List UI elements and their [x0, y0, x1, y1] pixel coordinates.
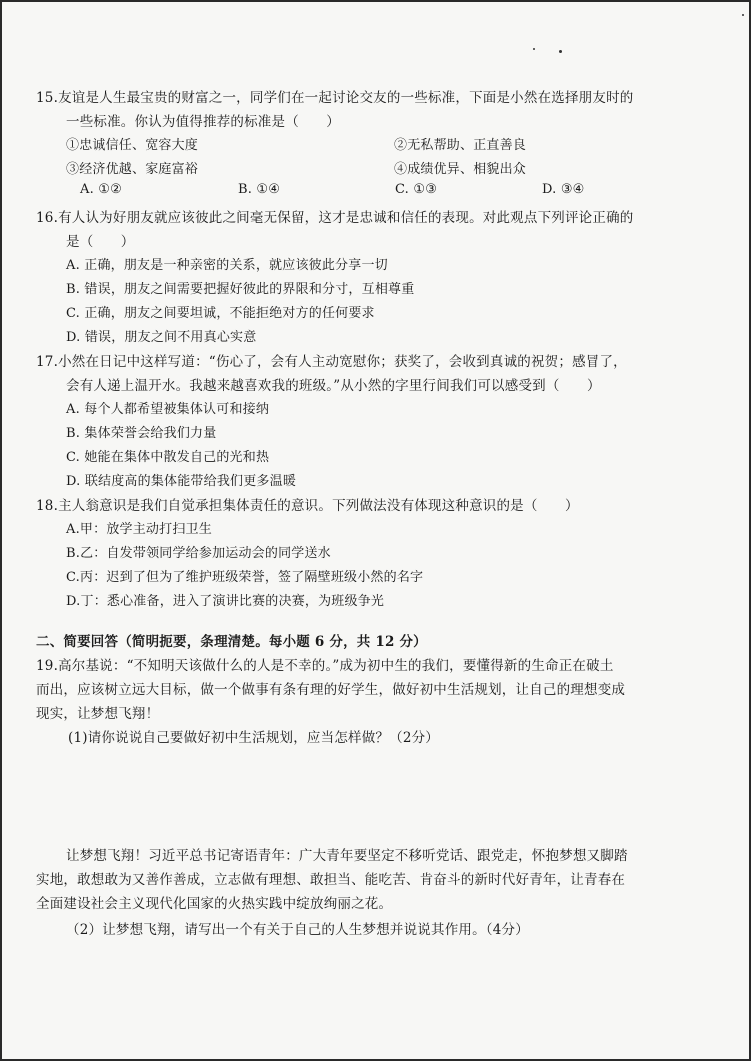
q18-option-c: C.丙：迟到了但为了维护班级荣誉，签了隔壁班级小然的名字 [66, 570, 424, 585]
q17-stem-line2: 会有人递上温开水。我越来越喜欢我的班级。”从小然的字里行间我们可以感受到（ ） [66, 378, 601, 394]
q18-option-a: A.甲：放学主动打扫卫生 [66, 522, 212, 537]
q16-option-b: B. 错误，朋友之间需要把握好彼此的界限和分寸，互相尊重 [66, 282, 415, 297]
q17-option-a: A. 每个人都希望被集体认可和接纳 [66, 402, 270, 417]
scan-speck [742, 14, 744, 16]
q17-option-d: D. 联结度高的集体能带给我们更多温暖 [66, 474, 297, 489]
q15-item-3: ③经济优越、家庭富裕 [66, 162, 199, 177]
q16-stem-line1: 16.有人认为好朋友就应该彼此之间毫无保留，这才是忠诚和信任的表现。对此观点下列评论正确的 [36, 210, 634, 226]
q15-item-2: ②无私帮助、正直善良 [394, 138, 527, 153]
q15-option-c: C. ①③ [395, 182, 438, 197]
q18-option-b: B.乙：自发带领同学给参加运动会的同学送水 [66, 546, 331, 561]
scan-speck [533, 48, 535, 50]
q15-option-d: D. ③④ [542, 182, 585, 197]
q16-option-d: D. 错误，朋友之间不用真心实意 [66, 330, 257, 345]
q19-reading-line2: 实地，敢想敢为又善作善成，立志做有理想、敢担当、能吃苦、肯奋斗的新时代好青年，让青春在 [36, 872, 626, 888]
q19-sub-question-1: (1)请你说说自己要做好初中生活规划，应当怎样做？（2分） [68, 730, 440, 746]
q19-stem-line3: 现实，让梦想飞翔！ [36, 706, 160, 722]
q15-stem-line1: 15.友谊是人生最宝贵的财富之一，同学们在一起讨论交友的一些标准，下面是小然在选择朋友时的 [36, 90, 634, 106]
q15-option-a: A. ①② [80, 182, 122, 197]
q19-reading-line3: 全面建设社会主义现代化国家的火热实践中绽放绚丽之花。 [36, 896, 393, 912]
scan-speck [559, 50, 562, 53]
q17-option-b: B. 集体荣誉会给我们力量 [66, 426, 217, 441]
q15-option-b: B. ①④ [238, 182, 281, 197]
q16-stem-line2: 是（ ） [66, 234, 135, 250]
q19-sub-question-2: （2）让梦想飞翔，请写出一个有关于自己的人生梦想并说说其作用。（4分） [66, 922, 529, 938]
q17-stem-line1: 17.小然在日记中这样写道：“伤心了，会有人主动宽慰你；获奖了，会收到真诚的祝贺；感冒了， [36, 354, 627, 370]
q16-option-c: C. 正确，朋友之间要坦诚，不能拒绝对方的任何要求 [66, 306, 375, 321]
q15-item-4: ④成绩优异、相貌出众 [394, 162, 527, 177]
q18-stem: 18.主人翁意识是我们自觉承担集体责任的意识。下列做法没有体现这种意识的是（ ） [36, 498, 579, 514]
q18-option-d: D.丁：悉心准备，进入了演讲比赛的决赛，为班级争光 [66, 594, 385, 609]
q19-reading-line1: 让梦想飞翔！习近平总书记寄语青年：广大青年要坚定不移听党话、跟党走，怀抱梦想又脚踏 [66, 848, 628, 864]
q15-item-1: ①忠诚信任、宽容大度 [66, 138, 199, 153]
q19-stem-line2: 而出，应该树立远大目标，做一个做事有条有理的好学生，做好初中生活规划，让自己的理想变成 [36, 682, 626, 698]
section-2-title: 二、简要回答（简明扼要，条理清楚。每小题 6 分，共 12 分） [36, 634, 427, 650]
q17-option-c: C. 她能在集体中散发自己的光和热 [66, 450, 270, 465]
q15-stem-line2: 一些标准。你认为值得推荐的标准是（ ） [66, 114, 340, 130]
q16-option-a: A. 正确，朋友是一种亲密的关系，就应该彼此分享一切 [66, 258, 388, 273]
q19-stem-line1: 19.高尔基说：“不知明天该做什么的人是不幸的。”成为初中生的我们，要懂得新的生命正在破土 [36, 658, 614, 674]
